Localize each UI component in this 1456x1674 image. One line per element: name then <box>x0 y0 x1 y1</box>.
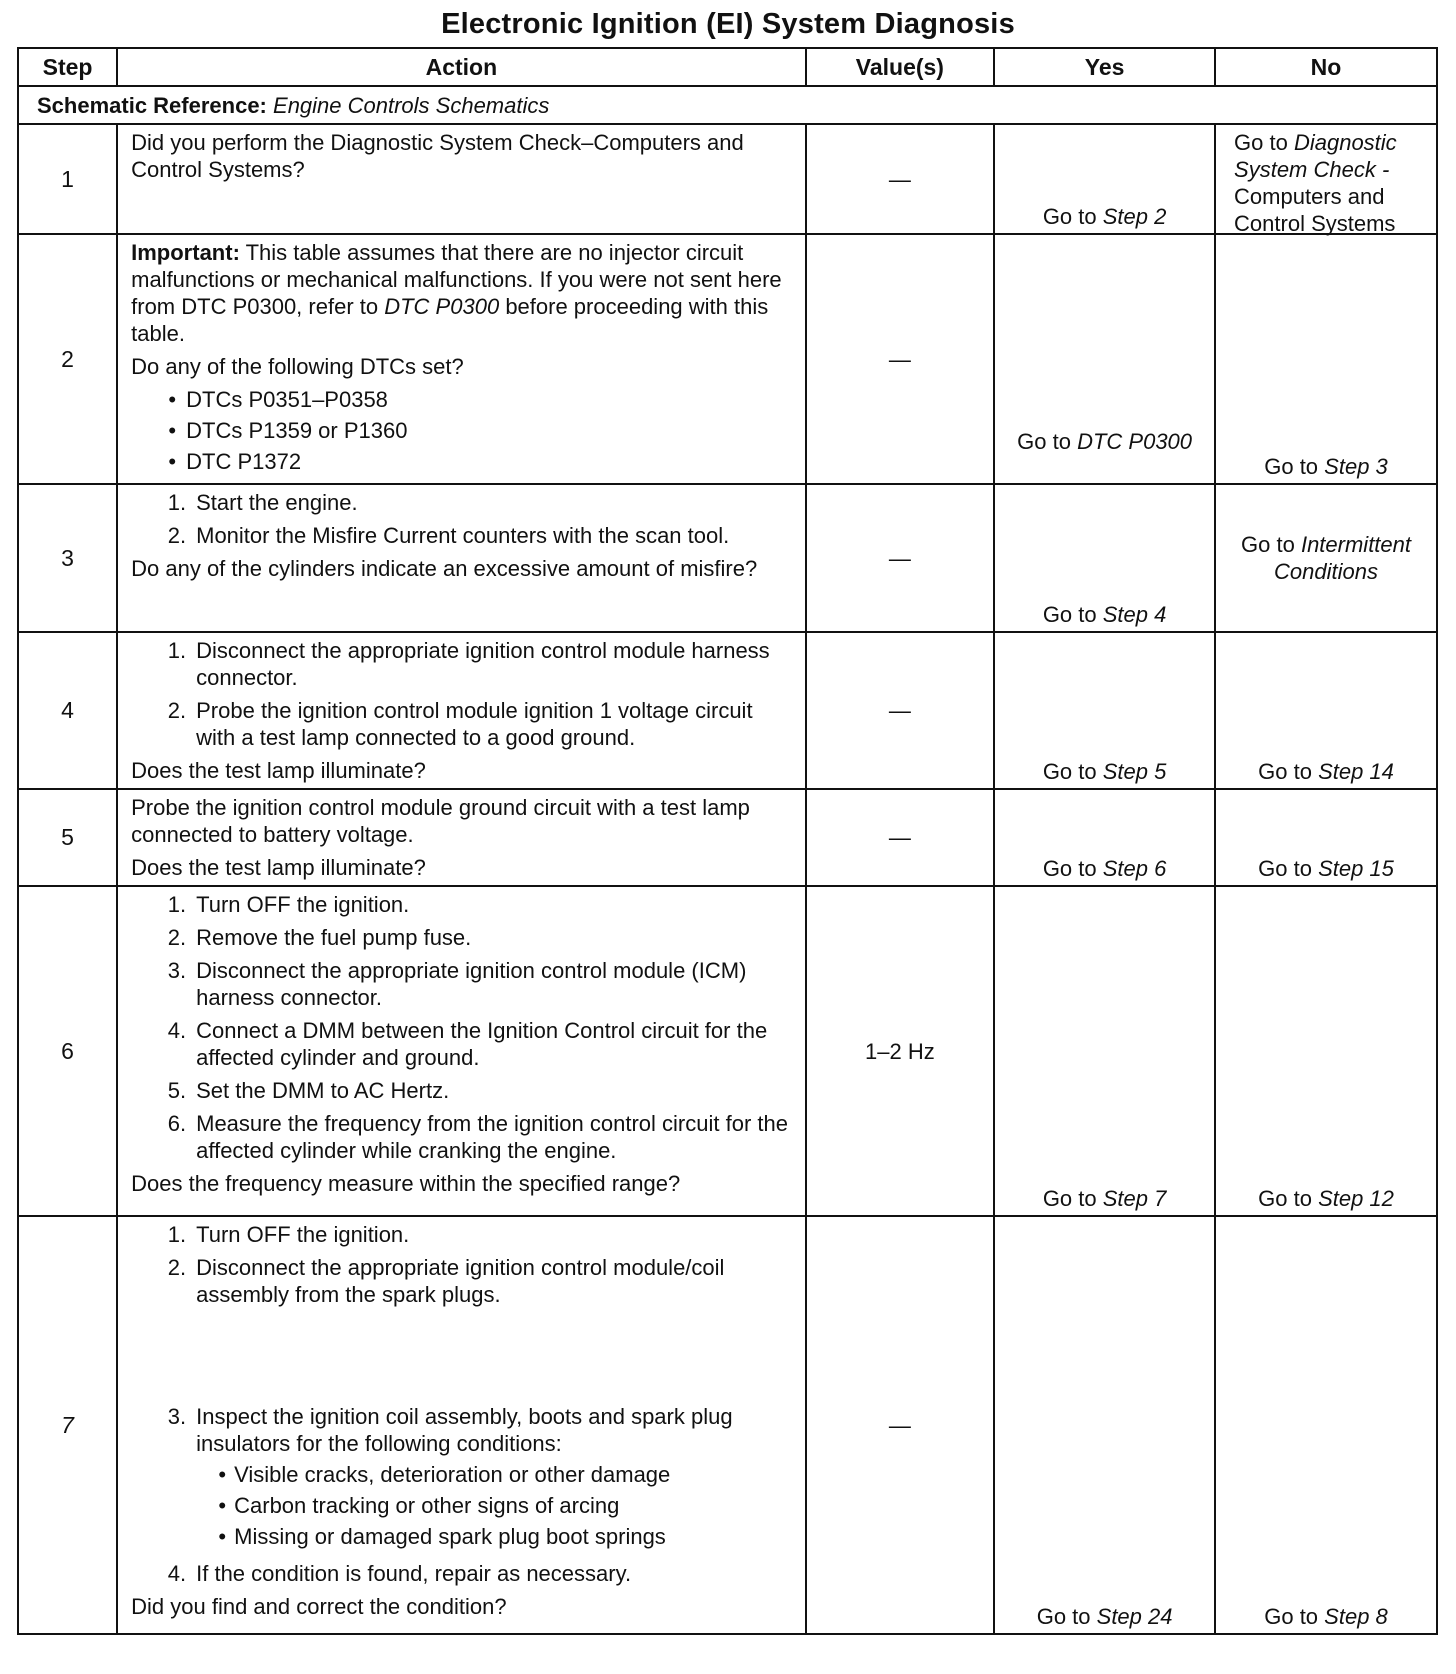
schematic-label: Schematic Reference: <box>37 92 267 118</box>
value-cell: — <box>806 1216 995 1634</box>
yes-cell <box>994 234 1215 484</box>
step-number: 1 <box>18 124 117 234</box>
action-text: Did you perform the Diagnostic System Check–Computers and Control Systems? <box>131 130 744 182</box>
list-item-text: Start the engine. <box>196 490 358 515</box>
action-cell <box>117 789 805 886</box>
action-cell <box>117 1216 805 1634</box>
list-item <box>131 891 794 918</box>
goto-prefix: Go to <box>1234 130 1288 155</box>
header-values: Value(s) <box>806 48 995 86</box>
table-row <box>18 632 1437 789</box>
goto-target: Diagnostic System Check - <box>1234 130 1397 182</box>
dtc-list <box>131 386 794 475</box>
list-item-text: Set the DMM to AC Hertz. <box>196 1078 450 1103</box>
action-cell <box>117 632 805 789</box>
list-number: 1. <box>167 638 187 663</box>
important-label: Important: <box>131 240 240 265</box>
action-cell <box>117 124 805 234</box>
yes-cell <box>994 124 1215 234</box>
list-item <box>131 1077 794 1104</box>
goto-target: Step 24 <box>1096 1604 1173 1629</box>
list-item-text: DTCs P0351–P0358 <box>186 387 388 412</box>
yes-goto[interactable] <box>995 855 1214 882</box>
question-text: Do any of the following DTCs set? <box>131 354 464 379</box>
yes-cell <box>994 886 1215 1216</box>
list-item-text: Probe the ignition control module ignition 1 voltage circuit with a test lamp connected to a good ground. <box>196 698 753 750</box>
step-number: 7 <box>18 1216 117 1634</box>
bullet: • <box>218 1462 227 1487</box>
list-item-text: Turn OFF the ignition. <box>196 1222 410 1247</box>
value-cell: — <box>806 234 995 484</box>
no-cell <box>1215 484 1437 632</box>
list-item <box>131 1403 794 1554</box>
goto-prefix: Go to <box>1042 856 1097 881</box>
list-item <box>196 1461 794 1488</box>
goto-target: Step 2 <box>1102 204 1167 229</box>
yes-goto[interactable] <box>995 601 1214 628</box>
diagnosis-table <box>17 47 1438 1635</box>
step-number: 5 <box>18 789 117 886</box>
list-item-text: Turn OFF the ignition. <box>196 892 410 917</box>
goto-target: Step 7 <box>1102 1186 1167 1211</box>
no-cell <box>1215 886 1437 1216</box>
step-number: 2 <box>18 234 117 484</box>
no-goto[interactable] <box>1216 758 1436 785</box>
goto-prefix: Go to <box>1264 454 1319 479</box>
step-number: 3 <box>18 484 117 632</box>
list-item <box>131 957 794 1011</box>
goto-prefix: Go to <box>1241 532 1295 557</box>
procedure-list <box>131 637 794 751</box>
yes-goto[interactable] <box>995 758 1214 785</box>
list-item-text: DTCs P1359 or P1360 <box>186 418 408 443</box>
goto-target: DTC P0300 <box>1077 429 1193 454</box>
value-cell: — <box>806 124 995 234</box>
goto-prefix: Go to <box>1042 602 1097 627</box>
question-text: Did you find and correct the condition? <box>131 1594 507 1619</box>
list-item <box>131 637 794 691</box>
procedure-list <box>131 489 794 549</box>
action-cell <box>117 886 805 1216</box>
list-item-text: Disconnect the appropriate ignition control module (ICM) harness connector. <box>196 958 747 1010</box>
list-number: 5. <box>167 1078 187 1103</box>
no-cell <box>1215 789 1437 886</box>
list-item <box>131 522 794 549</box>
goto-prefix: Go to <box>1258 1186 1312 1211</box>
question-text: Does the test lamp illuminate? <box>131 758 426 783</box>
list-number: 2. <box>167 1255 187 1280</box>
list-item <box>196 1492 794 1519</box>
list-item <box>131 1254 794 1308</box>
goto-target-rest: Computers and Control Systems <box>1234 184 1396 236</box>
list-number: 6. <box>167 1111 187 1136</box>
goto-prefix: Go to <box>1042 759 1097 784</box>
schematic-row <box>18 86 1437 124</box>
question-text: Does the test lamp illuminate? <box>131 855 426 880</box>
list-number: 2. <box>167 925 187 950</box>
list-number: 1. <box>167 892 187 917</box>
list-item <box>131 417 794 444</box>
action-text: Probe the ignition control module ground circuit with a test lamp connected to battery voltage. <box>131 795 750 847</box>
list-number: 2. <box>167 698 187 723</box>
goto-target: Step 12 <box>1318 1186 1394 1211</box>
list-item <box>131 1560 794 1587</box>
question-text: Does the frequency measure within the specified range? <box>131 1171 681 1196</box>
list-item-text: Monitor the Misfire Current counters with the scan tool. <box>196 523 730 548</box>
bullet: • <box>168 387 177 412</box>
list-number: 3. <box>167 1404 187 1429</box>
no-goto[interactable] <box>1216 453 1436 480</box>
no-cell <box>1215 632 1437 789</box>
yes-cell <box>994 1216 1215 1634</box>
no-goto[interactable] <box>1216 855 1436 882</box>
list-item-text: Disconnect the appropriate ignition control module/coil assembly from the spark plugs. <box>196 1255 725 1307</box>
table-row <box>18 789 1437 886</box>
yes-goto[interactable] <box>995 203 1214 230</box>
goto-target: Intermittent Conditions <box>1274 532 1411 584</box>
table-row <box>18 1216 1437 1634</box>
goto-prefix: Go to <box>1042 204 1097 229</box>
no-cell <box>1215 234 1437 484</box>
list-item-text: If the condition is found, repair as necessary. <box>196 1561 632 1586</box>
goto-target: Step 3 <box>1324 454 1388 479</box>
goto-target: Step 8 <box>1324 1604 1388 1629</box>
list-item <box>131 1221 794 1248</box>
no-goto[interactable] <box>1216 1603 1436 1630</box>
page-title: Electronic Ignition (EI) System Diagnosis <box>441 8 1015 40</box>
header-step: Step <box>18 48 117 86</box>
procedure-list <box>131 1221 794 1587</box>
list-item <box>131 1017 794 1071</box>
table-row <box>18 484 1437 632</box>
dtc-reference: DTC P0300 <box>384 294 500 319</box>
action-cell <box>117 234 805 484</box>
schematic-link[interactable]: Engine Controls Schematics <box>273 92 550 118</box>
list-number: 1. <box>167 1222 187 1247</box>
goto-prefix: Go to <box>1042 1186 1097 1211</box>
value-cell: — <box>806 789 995 886</box>
list-item-text: DTC P1372 <box>186 449 302 474</box>
condition-list <box>196 1461 794 1550</box>
list-item <box>131 448 794 475</box>
bullet: • <box>168 449 177 474</box>
list-item <box>131 697 794 751</box>
goto-prefix: Go to <box>1017 429 1071 454</box>
list-item-text: Connect a DMM between the Ignition Control circuit for the affected cylinder and ground. <box>196 1018 768 1070</box>
table-row <box>18 886 1437 1216</box>
important-note <box>131 239 794 347</box>
bullet: • <box>218 1524 227 1549</box>
value-cell: — <box>806 484 995 632</box>
yes-goto[interactable] <box>995 1185 1214 1212</box>
list-item <box>131 386 794 413</box>
step-number: 6 <box>18 886 117 1216</box>
value-cell: — <box>806 632 995 789</box>
yes-goto[interactable] <box>995 428 1214 455</box>
header-action: Action <box>117 48 805 86</box>
goto-prefix: Go to <box>1264 1604 1319 1629</box>
procedure-list <box>131 891 794 1164</box>
yes-goto[interactable] <box>995 1603 1214 1630</box>
value-cell: 1–2 Hz <box>806 886 995 1216</box>
list-number: 2. <box>167 523 187 548</box>
yes-cell <box>994 484 1215 632</box>
list-number: 4. <box>167 1018 187 1043</box>
header-no: No <box>1215 48 1437 86</box>
important-text: This table assumes that there are no injector circuit malfunctions or mechanical malfunctions. If you were not sent here from DTC P0300, refer to <box>131 240 782 319</box>
list-item-text <box>196 1403 794 1554</box>
yes-cell <box>994 632 1215 789</box>
step-text: Inspect the ignition coil assembly, boots and spark plug insulators for the following conditions: <box>196 1404 733 1456</box>
no-cell <box>1215 1216 1437 1634</box>
bullet: • <box>168 418 177 443</box>
list-number: 3. <box>167 958 187 983</box>
list-number: 1. <box>167 490 187 515</box>
list-item-text: Remove the fuel pump fuse. <box>196 925 472 950</box>
goto-target: Step 6 <box>1102 856 1167 881</box>
goto-target: Step 5 <box>1102 759 1167 784</box>
header-yes: Yes <box>994 48 1215 86</box>
goto-prefix: Go to <box>1258 856 1312 881</box>
no-cell <box>1215 124 1437 234</box>
goto-target: Step 15 <box>1318 856 1394 881</box>
list-item-text: Measure the frequency from the ignition control circuit for the affected cylinder while cranking the engine. <box>196 1111 788 1163</box>
goto-target: Step 14 <box>1318 759 1394 784</box>
list-item <box>131 489 794 516</box>
list-number: 4. <box>167 1561 187 1586</box>
list-item-text: Missing or damaged spark plug boot springs <box>234 1524 666 1549</box>
action-cell <box>117 484 805 632</box>
table-row <box>18 234 1437 484</box>
bullet: • <box>218 1493 227 1518</box>
list-item-text: Disconnect the appropriate ignition control module harness connector. <box>196 638 770 690</box>
yes-cell <box>994 789 1215 886</box>
no-goto[interactable] <box>1216 1185 1436 1212</box>
list-item <box>131 924 794 951</box>
no-goto[interactable] <box>1216 531 1436 585</box>
list-item-text: Visible cracks, deterioration or other damage <box>234 1462 671 1487</box>
schematic-reference <box>18 86 1437 124</box>
header-row <box>18 48 1437 86</box>
list-item-text: Carbon tracking or other signs of arcing <box>234 1493 620 1518</box>
goto-prefix: Go to <box>1258 759 1312 784</box>
step-number: 4 <box>18 632 117 789</box>
important-text: before proceeding with this table. <box>131 294 769 346</box>
list-item <box>131 1110 794 1164</box>
no-goto[interactable] <box>1234 129 1430 237</box>
table-row <box>18 124 1437 234</box>
goto-prefix: Go to <box>1036 1604 1091 1629</box>
list-item <box>196 1523 794 1550</box>
goto-target: Step 4 <box>1102 602 1167 627</box>
question-text: Do any of the cylinders indicate an excessive amount of misfire? <box>131 556 758 581</box>
